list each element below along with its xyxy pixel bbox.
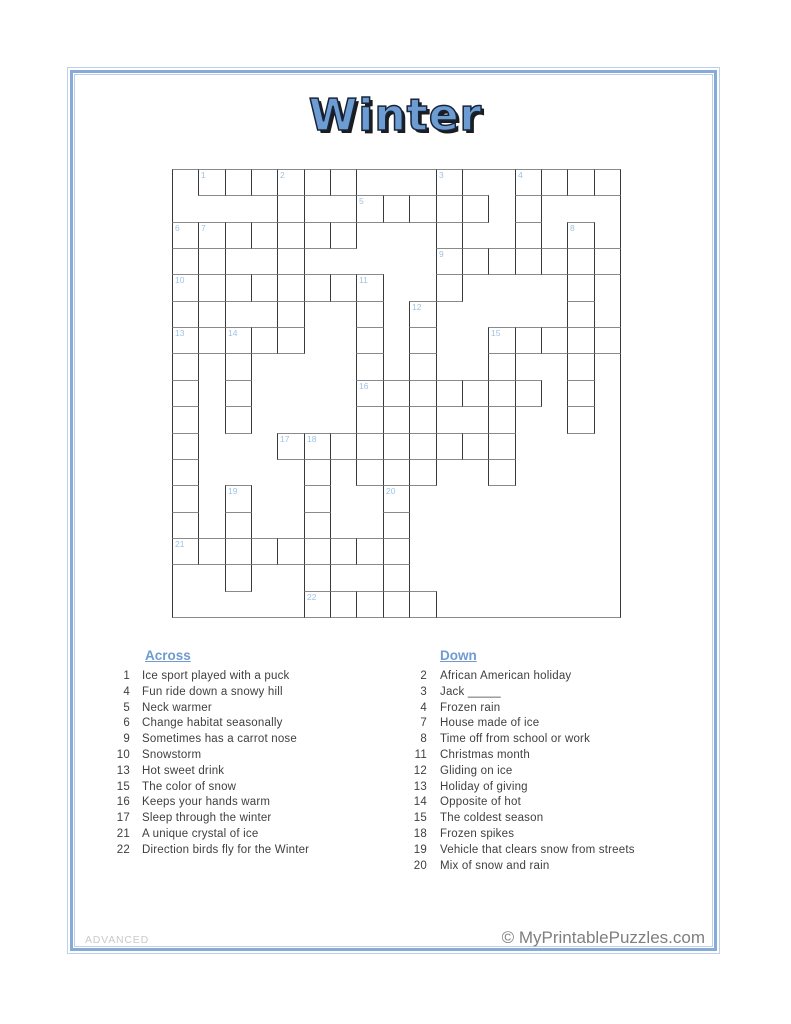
- cell-number: 19: [228, 486, 238, 496]
- grid-cell: [277, 301, 305, 328]
- cell-number: 17: [280, 434, 290, 444]
- clue-text: Ice sport played with a puck: [142, 670, 290, 682]
- grid-cell: [172, 353, 199, 381]
- clue-item: [100, 843, 390, 859]
- grid-cell: [488, 406, 516, 434]
- clue-number: 13: [116, 764, 130, 777]
- grid-cell: [225, 380, 252, 407]
- grid-cell: [251, 222, 278, 249]
- grid-cell: [304, 169, 331, 196]
- grid-cell: [409, 591, 437, 618]
- grid-cell: [277, 248, 305, 275]
- down-clues-section: [400, 648, 710, 874]
- grid-cell: [225, 406, 252, 434]
- clue-number: 9: [123, 733, 130, 746]
- grid-cell: [304, 485, 331, 513]
- clue-number: 17: [116, 812, 130, 825]
- clue-text: Opposite of hot: [440, 796, 521, 809]
- grid-cell: [488, 248, 516, 275]
- grid-cell: [251, 169, 278, 196]
- grid-cell: [172, 327, 199, 354]
- clue-text: Fun ride down a snowy hill: [142, 685, 283, 698]
- grid-cell: [567, 301, 595, 328]
- grid-cell: [356, 591, 384, 618]
- cell-number: 7: [201, 223, 206, 233]
- clue-number: 13: [413, 780, 427, 793]
- grid-cell: [172, 380, 199, 407]
- grid-cell: [515, 327, 542, 354]
- cell-number: 3: [439, 170, 444, 180]
- grid-cell: [541, 327, 568, 354]
- cell-number: 20: [386, 486, 396, 496]
- grid-cell: [488, 433, 516, 460]
- clue-item: [400, 701, 710, 717]
- clue-text: Holiday of giving: [440, 780, 528, 793]
- crossword-grid: [172, 169, 621, 618]
- clue-number: 14: [413, 796, 427, 809]
- grid-cell: [172, 274, 199, 302]
- cell-number: 18: [307, 434, 317, 444]
- grid-cell: [277, 538, 305, 565]
- grid-cell: [356, 195, 384, 223]
- clue-text: Neck warmer: [142, 701, 212, 714]
- grid-cell: [567, 327, 595, 354]
- clue-text: Keeps your hands warm: [142, 796, 271, 809]
- grid-cell: [225, 274, 252, 302]
- clue-item: [400, 764, 710, 780]
- grid-cell: [383, 195, 410, 223]
- grid-cell: [225, 538, 252, 565]
- clue-text: Frozen rain: [440, 701, 501, 714]
- clue-number: 5: [123, 701, 130, 714]
- clue-number: 19: [413, 843, 427, 856]
- grid-cell: [383, 433, 410, 460]
- clue-number: 10: [116, 748, 130, 761]
- clue-item: [400, 843, 710, 859]
- clue-item: [400, 859, 710, 875]
- clue-item: [100, 732, 390, 748]
- clue-number: 8: [420, 733, 427, 746]
- grid-cell: [198, 327, 226, 354]
- grid-cell: [383, 564, 410, 592]
- grid-cell: [304, 591, 331, 618]
- grid-cell: [436, 433, 463, 460]
- grid-cell: [383, 380, 410, 407]
- grid-cell: [488, 353, 516, 381]
- grid-cell: [304, 538, 331, 565]
- grid-cell: [356, 353, 384, 381]
- grid-cell: [383, 591, 410, 618]
- grid-cell: [356, 301, 384, 328]
- grid-cell: [409, 433, 437, 460]
- clue-item: [100, 764, 390, 780]
- grid-cell: [409, 301, 437, 328]
- clue-text: The coldest season: [440, 812, 544, 825]
- copyright-text: © MyPrintablePuzzles.com: [501, 928, 705, 947]
- grid-cell: [409, 353, 437, 381]
- grid-cell: [330, 433, 357, 460]
- grid-cell: [251, 538, 278, 565]
- cell-number: 8: [570, 223, 575, 233]
- grid-cell: [304, 459, 331, 486]
- grid-cell: [356, 459, 384, 486]
- cell-number: 4: [518, 170, 523, 180]
- grid-cell: [541, 169, 568, 196]
- cell-number: 13: [175, 328, 185, 338]
- grid-cell: [304, 512, 331, 539]
- clue-item: [100, 827, 390, 843]
- grid-cell: [277, 274, 305, 302]
- clue-text: A unique crystal of ice: [142, 827, 259, 840]
- clue-item: [400, 811, 710, 827]
- grid-cell: [594, 248, 621, 275]
- clue-item: [400, 795, 710, 811]
- cell-number: 5: [359, 196, 364, 206]
- grid-cell: [172, 485, 199, 513]
- grid-cell: [277, 222, 305, 249]
- clue-number: 12: [413, 764, 427, 777]
- cell-number: 16: [359, 381, 369, 391]
- grid-cell: [488, 380, 516, 407]
- grid-cell: [409, 459, 437, 486]
- grid-cell: [515, 222, 542, 249]
- grid-cell: [330, 274, 357, 302]
- grid-cell: [304, 433, 331, 460]
- grid-cell: [567, 353, 595, 381]
- grid-cell: [198, 538, 226, 565]
- clue-number: 15: [116, 780, 130, 793]
- clue-text: Direction birds fly for the Winter: [142, 843, 310, 856]
- clue-item: [100, 811, 390, 827]
- grid-cell: [462, 433, 489, 460]
- clue-item: [400, 732, 710, 748]
- clue-item: [400, 669, 710, 685]
- cell-number: 6: [175, 223, 180, 233]
- grid-cell: [356, 406, 384, 434]
- grid-cell: [515, 169, 542, 196]
- grid-cell: [515, 195, 542, 223]
- clue-item: [100, 716, 390, 732]
- grid-cell: [567, 222, 595, 249]
- clue-text: Frozen spikes: [440, 827, 515, 840]
- grid-cell: [251, 327, 278, 354]
- grid-cell: [277, 169, 305, 196]
- clue-text: Change habitat seasonally: [142, 717, 283, 730]
- grid-cell: [383, 512, 410, 539]
- clue-number: 4: [420, 701, 427, 714]
- grid-cell: [225, 169, 252, 196]
- grid-cell: [304, 222, 331, 249]
- clue-item: [400, 716, 710, 732]
- cell-number: 10: [175, 275, 185, 285]
- clue-text: House made of ice: [440, 717, 540, 730]
- clue-number: 6: [123, 717, 130, 730]
- grid-cell: [356, 433, 384, 460]
- clue-text: African American holiday: [440, 670, 572, 682]
- clue-number: 3: [420, 685, 427, 698]
- grid-cell: [172, 538, 199, 565]
- grid-cell: [277, 433, 305, 460]
- grid-cell: [462, 248, 489, 275]
- clue-item: [100, 795, 390, 811]
- grid-cell: [172, 222, 199, 249]
- clue-number: 11: [414, 748, 427, 761]
- grid-cell: [383, 538, 410, 565]
- cell-number: 12: [412, 302, 422, 312]
- cell-number: 2: [280, 170, 285, 180]
- clue-number: 1: [123, 670, 130, 682]
- clue-item: [400, 685, 710, 701]
- grid-cell: [356, 380, 384, 407]
- grid-cell: [225, 485, 252, 513]
- difficulty-label: ADVANCED: [85, 934, 149, 946]
- clue-item: [100, 780, 390, 796]
- clue-text: Hot sweet drink: [142, 764, 225, 777]
- grid-cell: [225, 222, 252, 249]
- grid-cell: [198, 301, 226, 328]
- clue-text: Jack _____: [440, 685, 501, 698]
- grid-cell: [330, 591, 357, 618]
- clue-item: [100, 669, 390, 685]
- grid-cell: [225, 353, 252, 381]
- cell-number: 21: [175, 539, 185, 549]
- grid-cell: [356, 274, 384, 302]
- grid-cell: [515, 248, 542, 275]
- grid-cell: [225, 564, 252, 592]
- cell-number: 9: [439, 249, 444, 259]
- grid-cell: [567, 274, 595, 302]
- grid-cell: [436, 195, 463, 223]
- clue-text: Sometimes has a carrot nose: [142, 733, 297, 746]
- grid-cell: [198, 274, 226, 302]
- cell-number: 22: [307, 592, 317, 602]
- clue-number: 4: [123, 685, 130, 698]
- clue-text: Mix of snow and rain: [440, 859, 550, 872]
- grid-cell: [462, 195, 489, 223]
- clue-number: 15: [413, 812, 427, 825]
- grid-cell: [409, 406, 437, 434]
- grid-cell: [277, 195, 305, 223]
- cell-number: 15: [491, 328, 501, 338]
- grid-cell: [409, 327, 437, 354]
- clue-item: [100, 748, 390, 764]
- grid-cell: [330, 222, 357, 249]
- grid-cell: [356, 327, 384, 354]
- grid-cell: [198, 222, 226, 249]
- grid-cell: [172, 406, 199, 434]
- clue-item: [100, 685, 390, 701]
- grid-cell: [225, 327, 252, 354]
- clue-text: Snowstorm: [142, 748, 202, 761]
- grid-cell: [462, 380, 489, 407]
- grid-cell: [436, 274, 463, 302]
- clue-text: Vehicle that clears snow from streets: [440, 843, 635, 856]
- grid-cell: [356, 538, 384, 565]
- grid-cell: [436, 222, 463, 249]
- grid-cell: [198, 248, 226, 275]
- grid-cell: [277, 327, 305, 354]
- clue-text: Sleep through the winter: [142, 812, 272, 825]
- grid-cell: [383, 485, 410, 513]
- puzzle-title: Winter: [308, 90, 483, 141]
- grid-cell: [567, 169, 595, 196]
- clue-number: 7: [420, 717, 427, 730]
- down-clue-list: [400, 669, 710, 874]
- clue-number: 20: [413, 859, 427, 872]
- grid-cell: [330, 538, 357, 565]
- grid-cell: [594, 169, 621, 196]
- clue-text: Christmas month: [440, 748, 530, 761]
- clue-number: 2: [420, 670, 427, 682]
- clue-text: The color of snow: [142, 780, 237, 793]
- grid-cell: [304, 274, 331, 302]
- grid-cell: [330, 169, 357, 196]
- grid-cell: [409, 380, 437, 407]
- grid-cell: [172, 459, 199, 486]
- grid-cell: [436, 169, 463, 196]
- grid-cell: [567, 380, 595, 407]
- grid-cell: [409, 195, 437, 223]
- grid-cell: [488, 327, 516, 354]
- grid-cell: [251, 274, 278, 302]
- grid-cell: [567, 248, 595, 275]
- clue-item: [400, 780, 710, 796]
- across-heading: Across: [145, 648, 191, 663]
- grid-cell: [567, 406, 595, 434]
- clue-item: [400, 827, 710, 843]
- grid-cell: [198, 169, 226, 196]
- clue-item: [100, 701, 390, 717]
- across-clues-section: [100, 648, 390, 859]
- clue-text: Time off from school or work: [440, 733, 591, 746]
- clue-number: 18: [413, 827, 427, 840]
- grid-cell: [304, 564, 331, 592]
- clue-number: 21: [116, 827, 130, 840]
- clue-number: 22: [116, 843, 130, 856]
- grid-cell: [515, 380, 542, 407]
- grid-cell: [594, 327, 621, 354]
- cell-number: 11: [359, 275, 368, 285]
- grid-cell: [172, 433, 199, 460]
- clue-text: Gliding on ice: [440, 764, 513, 777]
- cell-number: 14: [228, 328, 238, 338]
- grid-cell: [225, 512, 252, 539]
- clue-item: [400, 748, 710, 764]
- down-heading: Down: [440, 648, 477, 663]
- clue-number: 16: [116, 796, 130, 809]
- grid-cell: [436, 248, 463, 275]
- across-clue-list: [100, 669, 390, 859]
- cell-number: 1: [201, 170, 206, 180]
- grid-cell: [436, 380, 463, 407]
- grid-cell: [172, 512, 199, 539]
- grid-cell: [541, 248, 568, 275]
- grid-cell: [488, 459, 516, 486]
